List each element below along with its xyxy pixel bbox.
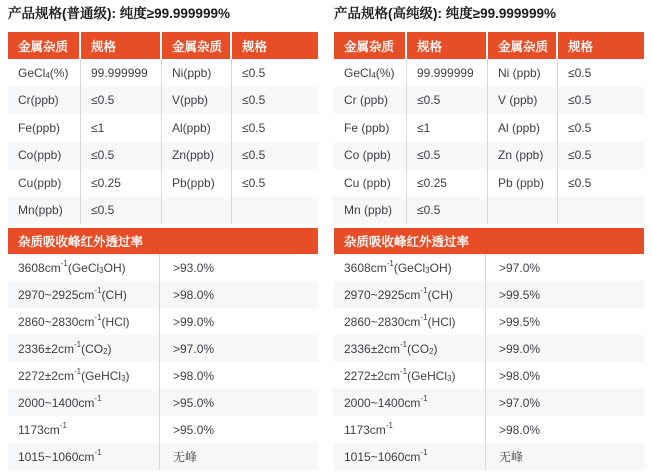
ir-transmittance-value: 无峰 [486, 443, 644, 470]
ir-wavenumber-label: 1173cm $^{-1}$ [334, 416, 486, 443]
ir-transmittance-value: 无峰 [160, 443, 318, 470]
metal-table-row [8, 142, 318, 170]
ir-transmittance-value: >99.5% [499, 314, 541, 329]
impurity-name: Co (ppb) [334, 142, 407, 170]
ir-transmittance-value: >97.0% [160, 335, 318, 362]
ir-table-row [334, 281, 644, 308]
metal-impurity-table [334, 32, 644, 224]
impurity-name: Mn (ppb) [334, 197, 407, 225]
ir-transmittance-table [334, 228, 644, 470]
metal-table-header-row [8, 32, 318, 59]
impurity-name: Cr (ppb) [334, 87, 407, 115]
ir-table-row [8, 254, 318, 281]
ir-table-row [8, 335, 318, 362]
ir-table-row [334, 335, 644, 362]
impurity-name: Al (ppb) [488, 114, 558, 142]
impurity-name: Cr(ppb) [8, 87, 81, 115]
ir-wavenumber-label: 2000~1400cm $^{-1}$ [8, 389, 160, 416]
ir-table-row [334, 416, 644, 443]
impurity-name: Zn (ppb) [488, 142, 558, 170]
spec-value: ≤0.5 [558, 87, 644, 115]
spec-value: ≤0.5 [242, 175, 266, 190]
metal-table-row [334, 59, 644, 87]
metal-table-body [334, 59, 644, 224]
spec-value: ≤0.5 [232, 142, 318, 170]
ir-transmittance-value: >99.5% [486, 281, 644, 308]
spec-value [232, 197, 318, 225]
metal-table-row [8, 59, 318, 87]
metal-table-row [8, 114, 318, 142]
spec-value: ≤0.25 [81, 169, 162, 197]
impurity-name: Mn(ppb) [8, 197, 81, 225]
impurity-name [162, 197, 232, 225]
spec-value: ≤0.5 [568, 65, 592, 80]
metal-column-header: 规格 [81, 32, 162, 59]
ir-wavenumber-label: 2860~2830cm $^{-1}$ (HCl) [8, 308, 160, 335]
metal-column-header: 金属杂质 [162, 32, 232, 59]
spec-value: 99.999999 [81, 59, 162, 87]
metal-table-body [8, 59, 318, 224]
impurity-name: Ni(ppb) [162, 59, 232, 87]
ir-transmittance-value: >97.0% [486, 389, 644, 416]
metal-table-row [334, 87, 644, 115]
ir-table-row [8, 308, 318, 335]
impurity-name: Fe(ppb) [8, 114, 81, 142]
ir-transmittance-value: >93.0% [173, 260, 215, 275]
ir-table-row [8, 416, 318, 443]
ir-table-row [334, 443, 644, 470]
impurity-name: Pb(ppb) [162, 169, 232, 197]
metal-table-row [334, 197, 644, 225]
ir-table-row [8, 443, 318, 470]
metal-table-row [8, 197, 318, 225]
spec-value: ≤0.5 [558, 142, 644, 170]
ir-wavenumber-label: 2336±2cm $^{-1}$ (CO $_2$ ) [334, 335, 486, 362]
ir-transmittance-value: >95.0% [173, 422, 215, 437]
impurity-name: V (ppb) [488, 87, 558, 115]
spec-value [558, 197, 644, 225]
ir-transmittance-table [8, 228, 318, 470]
impurity-name: Co(ppb) [8, 142, 81, 170]
impurity-name: Fe (ppb) [334, 114, 407, 142]
spec-value: ≤0.5 [407, 87, 488, 115]
ir-wavenumber-label: 2272±2cm $^{-1}$ (GeHCl $_3$ ) [334, 362, 486, 389]
impurity-name: V(ppb) [162, 87, 232, 115]
spec-value: ≤0.5 [81, 197, 162, 225]
impurity-name: Al(ppb) [162, 114, 232, 142]
spec-value: ≤0.5 [407, 142, 488, 170]
spec-value: ≤0.5 [81, 87, 162, 115]
table-title: 产品规格(高纯级): 纯度≥99.999999% [334, 6, 556, 21]
ir-transmittance-value: >95.0% [160, 389, 318, 416]
ir-transmittance-value: >98.0% [499, 422, 541, 437]
ir-table-body [334, 254, 644, 470]
metal-table-row [334, 114, 644, 142]
ir-transmittance-value: >98.0% [173, 368, 215, 383]
metal-table-row [8, 87, 318, 115]
ir-wavenumber-label: 3608cm $^{-1}$ (GeCl $_3$ OH) [8, 254, 160, 281]
metal-column-header: 规格 [407, 32, 488, 59]
ir-wavenumber-label: 3608cm $^{-1}$ (GeCl $_3$ OH) [334, 254, 486, 281]
spec-table [8, 5, 318, 470]
metal-column-header: 金属杂质 [488, 32, 558, 59]
ir-wavenumber-label: 2970~2925cm $^{-1}$ (CH) [334, 281, 486, 308]
ir-table-row [8, 281, 318, 308]
spec-value: ≤0.5 [81, 142, 162, 170]
metal-column-header: 规格 [558, 32, 644, 59]
ir-table-row [334, 254, 644, 281]
metal-impurity-table [8, 32, 318, 224]
ir-table-row [334, 362, 644, 389]
impurity-name: Pb (ppb) [488, 169, 558, 197]
impurity-name [488, 197, 558, 225]
spec-table [334, 5, 644, 470]
ir-table-row [334, 308, 644, 335]
impurity-name: Ni (ppb) [488, 59, 558, 87]
spec-value: ≤0.25 [407, 169, 488, 197]
ir-wavenumber-label: 1015~1060cm $^{-1}$ [334, 443, 486, 470]
impurity-name: Zn(ppb) [162, 142, 232, 170]
ir-table-row [8, 389, 318, 416]
spec-value: ≤0.5 [232, 87, 318, 115]
ir-wavenumber-label: 1173cm $^{-1}$ [8, 416, 160, 443]
ir-table-row [8, 362, 318, 389]
ir-table-body [8, 254, 318, 470]
spec-value: ≤0.5 [568, 175, 592, 190]
ir-wavenumber-label: 2970~2925cm $^{-1}$ (CH) [8, 281, 160, 308]
ir-transmittance-value: >98.0% [499, 368, 541, 383]
spec-value: ≤0.5 [407, 197, 488, 225]
ir-table-row [334, 389, 644, 416]
impurity-name: Cu (ppb) [334, 169, 407, 197]
ir-wavenumber-label: 2000~1400cm $^{-1}$ [334, 389, 486, 416]
ir-wavenumber-label: 2336±2cm $^{-1}$ (CO $_2$ ) [8, 335, 160, 362]
impurity-name: GeCl $_4$ (%) [8, 59, 81, 87]
metal-table-row [334, 142, 644, 170]
ir-table-header: 杂质吸收峰红外透过率 [334, 228, 644, 254]
spec-value: ≤0.5 [242, 120, 266, 135]
metal-table-row [8, 169, 318, 197]
ir-wavenumber-label: 2860~2830cm $^{-1}$ (HCl) [334, 308, 486, 335]
table-title: 产品规格(普通级): 纯度≥99.999999% [8, 6, 230, 21]
metal-column-header: 金属杂质 [334, 32, 407, 59]
ir-transmittance-value: >97.0% [499, 260, 541, 275]
spec-value: ≤1 [407, 114, 488, 142]
metal-column-header: 金属杂质 [8, 32, 81, 59]
spec-value: ≤0.5 [242, 65, 266, 80]
impurity-name: Cu(ppb) [8, 169, 81, 197]
metal-table-row [334, 169, 644, 197]
ir-wavenumber-label: 2272±2cm $^{-1}$ (GeHCl $_3$ ) [8, 362, 160, 389]
metal-column-header: 规格 [232, 32, 318, 59]
spec-value: 99.999999 [407, 59, 488, 87]
spec-value: ≤0.5 [568, 120, 592, 135]
spec-value: ≤1 [81, 114, 162, 142]
ir-wavenumber-label: 1015~1060cm $^{-1}$ [8, 443, 160, 470]
ir-transmittance-value: >99.0% [486, 335, 644, 362]
impurity-name: GeCl $_4$ (%) [334, 59, 407, 87]
ir-transmittance-value: >98.0% [160, 281, 318, 308]
ir-transmittance-value: >99.0% [173, 314, 215, 329]
ir-table-header: 杂质吸收峰红外透过率 [8, 228, 318, 254]
metal-table-header-row [334, 32, 644, 59]
